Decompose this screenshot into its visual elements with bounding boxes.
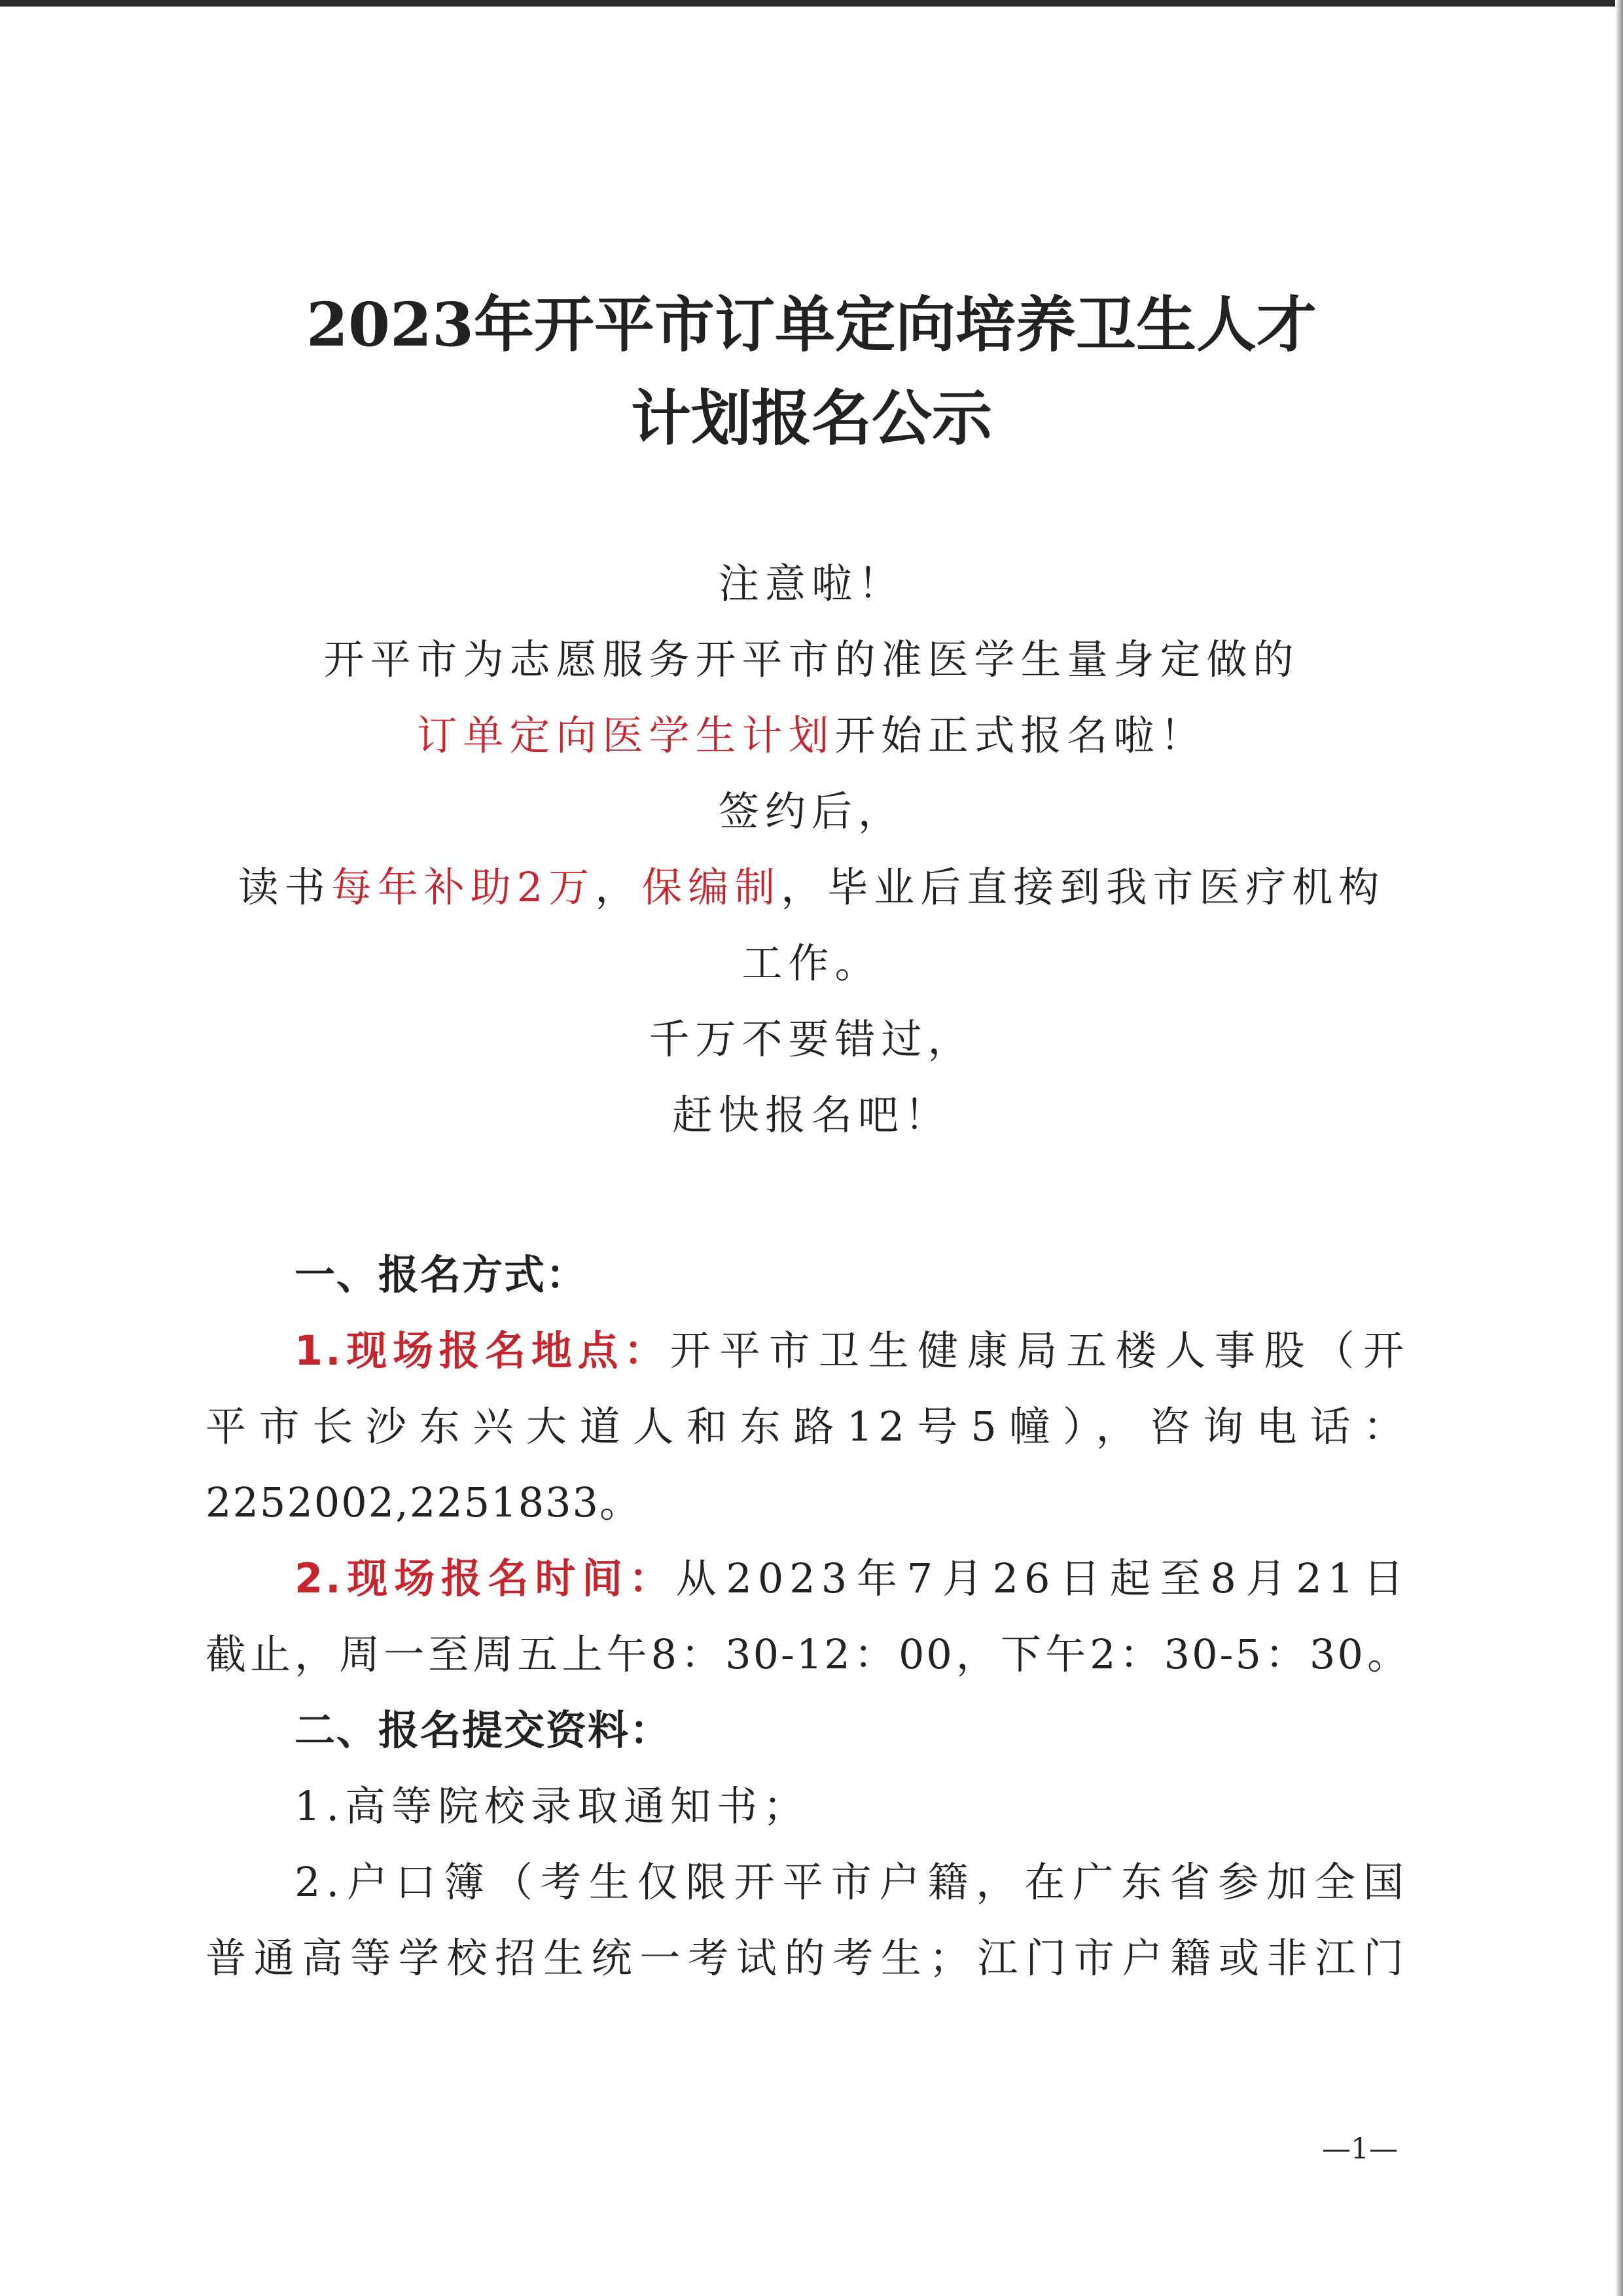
location-text-1: 开平市卫生健康局五楼人事股（开 <box>669 1327 1410 1374</box>
notice-line-2: 开平市为志愿服务开平市的准医学生量身定做的 <box>323 636 1300 683</box>
document-title-line-2: 计划报名公示 <box>630 383 992 454</box>
notice-line-1: 注意啦！ <box>718 560 904 607</box>
documents-item-2-line-1: 2.户口簿（考生仅限开平市户籍，在广东省参加全国 <box>294 1858 1410 1906</box>
notice-line-5-text-a: 读书 <box>238 863 331 911</box>
subsidy-highlight: 每年补助2万 <box>330 863 596 911</box>
notice-line-5-text-b: ， <box>595 863 642 911</box>
notice-line-8: 赶快报名吧！ <box>671 1091 951 1139</box>
section-1-heading: 一、报名方式： <box>294 1251 588 1299</box>
notice-line-4: 签约后， <box>718 787 904 835</box>
time-text-1: 从2023年7月26日起至8月21日 <box>675 1554 1410 1602</box>
notice-line-3-text: 开始正式报名啦！ <box>834 711 1207 759</box>
notice-line-5-text-c: ，毕业后直接到我市医疗机构 <box>781 863 1385 911</box>
time-label: 2.现场报名时间： <box>294 1554 676 1602</box>
notice-line-7: 千万不要错过， <box>649 1015 974 1063</box>
documents-item-2-line-2: 普通高等学校招生统一考试的考生；江门市户籍或非江门 <box>205 1934 1410 1982</box>
scan-top-edge <box>0 0 1623 7</box>
notice-line-5 <box>0 861 1623 914</box>
documents-item-1: 1.高等院校录取通知书； <box>294 1782 810 1830</box>
document-title-line-1: 2023年开平市订单定向培养卫生人才 <box>306 289 1317 360</box>
plan-name-highlight: 订单定向医学生计划 <box>416 711 835 759</box>
section-2-heading: 二、报名提交资料： <box>294 1706 672 1754</box>
time-line-1 <box>294 1552 1410 1605</box>
time-line-2: 截止，周一至周五上午8：30-12：00，下午2：30-5：30。 <box>205 1630 1410 1678</box>
notice-line-3 <box>0 709 1623 762</box>
location-line-2: 平市长沙东兴大道人和东路12号5幢），咨询电话： <box>205 1403 1410 1450</box>
location-line-3: 2252002,2251833。 <box>205 1479 641 1526</box>
staffing-highlight: 保编制 <box>641 863 781 911</box>
location-line-1 <box>294 1325 1410 1377</box>
notice-line-6: 工作。 <box>741 939 882 987</box>
location-label: 1.现场报名地点： <box>294 1327 670 1374</box>
page-number: —1— <box>1322 2132 1398 2166</box>
